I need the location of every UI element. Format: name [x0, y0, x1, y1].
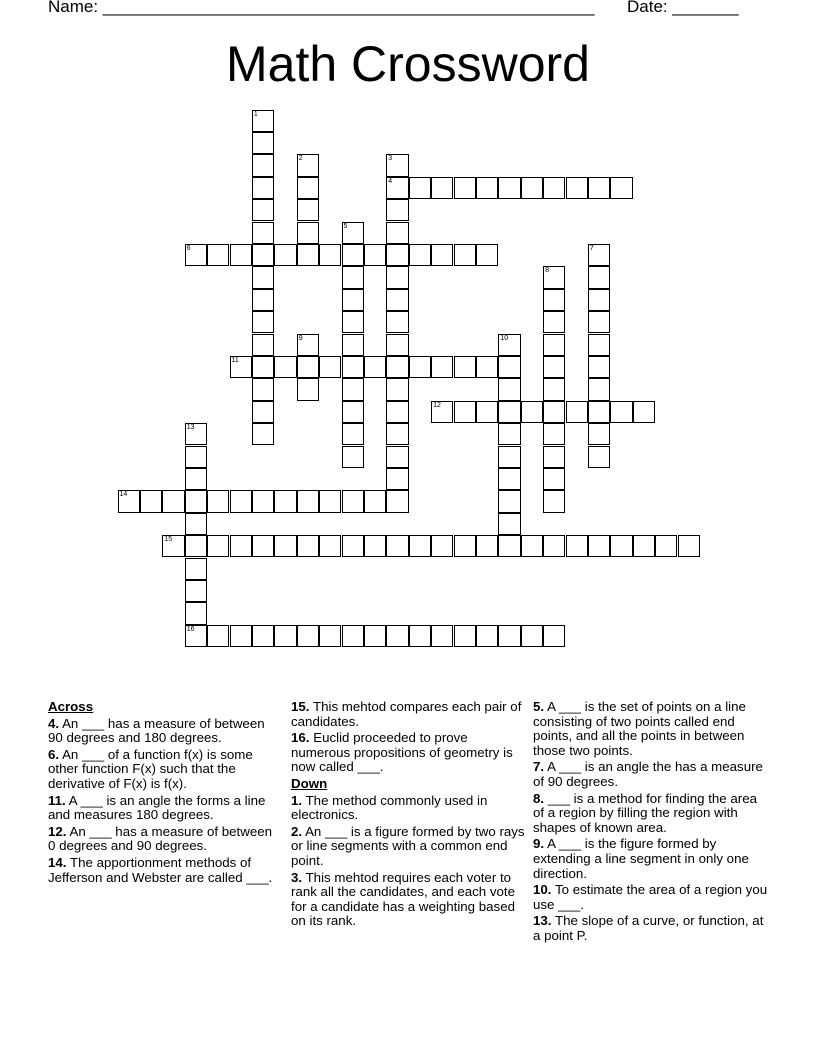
crossword-cell[interactable] [498, 356, 520, 378]
cell-number: 16 [186, 625, 195, 633]
crossword-cell[interactable] [297, 177, 319, 199]
crossword-cell[interactable] [543, 423, 565, 445]
crossword-cell[interactable] [588, 356, 610, 378]
crossword-cell[interactable] [185, 558, 207, 580]
crossword-cell[interactable] [588, 311, 610, 333]
crossword-cell[interactable] [342, 311, 364, 333]
crossword-cell[interactable] [543, 468, 565, 490]
crossword-cell[interactable] [185, 580, 207, 602]
crossword-cell[interactable] [342, 401, 364, 423]
date-field-label: Date: _______ [627, 0, 739, 16]
crossword-cell[interactable] [252, 334, 274, 356]
crossword-cell[interactable] [386, 311, 408, 333]
clue-down-2 [291, 825, 527, 869]
clue-number: 2. [291, 823, 303, 839]
crossword-cell[interactable] [252, 222, 274, 244]
crossword-cell[interactable] [409, 625, 431, 647]
crossword-cell[interactable] [431, 244, 453, 266]
clue-number: 7. [533, 759, 545, 775]
clue-down-3 [291, 871, 527, 929]
crossword-cell[interactable] [409, 244, 431, 266]
crossword-cell[interactable] [342, 446, 364, 468]
crossword-cell[interactable] [386, 468, 408, 490]
cell-number: 10 [500, 334, 509, 342]
name-field-label: Name: ____________________________________________________ [48, 0, 595, 16]
crossword-cell[interactable] [230, 625, 252, 647]
crossword-cell[interactable] [319, 535, 341, 557]
crossword-cell[interactable] [498, 423, 520, 445]
clues-column-3 [533, 700, 769, 946]
crossword-cell[interactable] [655, 535, 677, 557]
crossword-cell[interactable] [431, 401, 453, 423]
crossword-cell[interactable] [230, 535, 252, 557]
crossword-cell[interactable] [476, 625, 498, 647]
crossword-cell[interactable] [588, 244, 610, 266]
crossword-cell[interactable] [185, 244, 207, 266]
crossword-cell[interactable] [386, 244, 408, 266]
crossword-cell[interactable] [476, 535, 498, 557]
crossword-cell[interactable] [185, 513, 207, 535]
crossword-cell[interactable] [386, 356, 408, 378]
clue-down-13 [533, 914, 769, 943]
cell-number: 14 [119, 491, 128, 499]
cell-number: 8 [545, 267, 549, 275]
clue-number: 11. [48, 792, 66, 808]
clue-across-16 [291, 731, 527, 775]
clue-across-15 [291, 700, 527, 729]
crossword-cell[interactable] [543, 311, 565, 333]
crossword-cell[interactable] [297, 535, 319, 557]
crossword-cell[interactable] [297, 625, 319, 647]
cell-number: 15 [164, 536, 173, 544]
crossword-cell[interactable] [566, 401, 588, 423]
crossword-cell[interactable] [431, 535, 453, 557]
cell-number: 13 [186, 424, 195, 432]
crossword-cell[interactable] [252, 401, 274, 423]
crossword-cell[interactable] [297, 154, 319, 176]
crossword-cell[interactable] [252, 356, 274, 378]
clue-across-6 [48, 748, 280, 792]
crossword-cell[interactable] [498, 401, 520, 423]
crossword-cell[interactable] [207, 625, 229, 647]
cell-number: 7 [589, 244, 594, 252]
crossword-cell[interactable] [386, 490, 408, 512]
crossword-cell[interactable] [252, 535, 274, 557]
clue-text: ___ is a method for finding the area of a region by filling the region with shapes of known area. [533, 790, 757, 835]
crossword-cell[interactable] [454, 177, 476, 199]
clue-across-12 [48, 825, 280, 854]
crossword-cell[interactable] [185, 423, 207, 445]
cell-number: 5 [343, 222, 348, 230]
crossword-cell[interactable] [319, 490, 341, 512]
crossword-cell[interactable] [454, 535, 476, 557]
crossword-cell[interactable] [386, 378, 408, 400]
crossword-cell[interactable] [364, 625, 386, 647]
crossword-cell[interactable] [342, 356, 364, 378]
crossword-cell[interactable] [386, 222, 408, 244]
crossword-cell[interactable] [230, 356, 252, 378]
clue-down-9 [533, 837, 769, 881]
clue-number: 15. [291, 699, 310, 714]
crossword-cell[interactable] [543, 535, 565, 557]
crossword-cell[interactable] [297, 334, 319, 356]
crossword-cell[interactable] [342, 289, 364, 311]
crossword-cell[interactable] [185, 490, 207, 512]
clue-number: 4. [48, 715, 60, 731]
crossword-cell[interactable] [274, 490, 296, 512]
clue-text: An ___ is a figure formed by two rays or line segments with a common end point. [291, 823, 525, 868]
crossword-cell[interactable] [364, 356, 386, 378]
crossword-cell[interactable] [297, 356, 319, 378]
crossword-cell[interactable] [252, 423, 274, 445]
crossword-cell[interactable] [252, 199, 274, 221]
crossword-cell[interactable] [252, 266, 274, 288]
cell-number: 12 [433, 401, 441, 409]
clue-number: 10. [533, 882, 552, 898]
crossword-cell[interactable] [386, 154, 408, 176]
crossword-cell[interactable] [386, 423, 408, 445]
crossword-cell[interactable] [185, 535, 207, 557]
clue-number: 12. [48, 823, 67, 839]
crossword-cell[interactable] [342, 490, 364, 512]
cell-number: 1 [253, 110, 258, 118]
crossword-cell[interactable] [476, 356, 498, 378]
crossword-cell[interactable] [409, 356, 431, 378]
crossword-cell[interactable] [297, 244, 319, 266]
crossword-cell[interactable] [521, 625, 543, 647]
crossword-cell[interactable] [297, 222, 319, 244]
crossword-cell[interactable] [521, 535, 543, 557]
crossword-cell[interactable] [252, 154, 274, 176]
down-heading: Down [291, 775, 328, 791]
crossword-cell[interactable] [409, 535, 431, 557]
crossword-cell[interactable] [140, 490, 162, 512]
crossword-cell[interactable] [498, 513, 520, 535]
clue-number: 6. [48, 746, 60, 762]
crossword-cell[interactable] [319, 625, 341, 647]
crossword-cell[interactable] [342, 535, 364, 557]
clue-down-1 [291, 794, 527, 823]
crossword-cell[interactable] [185, 468, 207, 490]
crossword-cell[interactable] [386, 289, 408, 311]
crossword-cell[interactable] [543, 378, 565, 400]
crossword-cell[interactable] [633, 535, 655, 557]
crossword-cell[interactable] [319, 244, 341, 266]
clue-text: To estimate the area of a region you use ___. [533, 882, 768, 912]
crossword-cell[interactable] [386, 446, 408, 468]
crossword-cell[interactable] [386, 401, 408, 423]
crossword-cell[interactable] [431, 356, 453, 378]
crossword-cell[interactable] [588, 266, 610, 288]
cell-number: 2 [298, 155, 303, 163]
cell-number: 4 [388, 177, 393, 185]
crossword-cell[interactable] [498, 625, 520, 647]
clue-down-10 [533, 883, 769, 912]
crossword-cell[interactable] [364, 490, 386, 512]
clue-text: A ___ is the figure formed by extending a line segment in only one direction. [533, 836, 749, 881]
crossword-cell[interactable] [252, 625, 274, 647]
clue-text: A ___ is the set of points on a line consisting of two points called end points, and all the points in between those two points. [533, 699, 746, 758]
crossword-cell[interactable] [498, 378, 520, 400]
cell-number: 9 [298, 334, 303, 342]
clue-across-14 [48, 856, 280, 885]
crossword-cell[interactable] [162, 490, 184, 512]
clue-text: The slope of a curve, or function, at a point P. [533, 913, 764, 943]
crossword-cell[interactable] [207, 490, 229, 512]
crossword-cell[interactable] [274, 625, 296, 647]
clue-across-4 [48, 717, 280, 746]
crossword-cell[interactable] [342, 625, 364, 647]
crossword-cell[interactable] [588, 378, 610, 400]
crossword-cell[interactable] [476, 177, 498, 199]
clue-text: This mehtod compares each pair of candidates. [291, 699, 522, 729]
crossword-cell[interactable] [342, 378, 364, 400]
crossword-cell[interactable] [274, 535, 296, 557]
crossword-cell[interactable] [342, 222, 364, 244]
crossword-cell[interactable] [230, 244, 252, 266]
crossword-cell[interactable] [297, 378, 319, 400]
crossword-cell[interactable] [386, 334, 408, 356]
clue-down-8 [533, 792, 769, 836]
clue-text: This mehtod requires each voter to rank all the candidates, and each vote for a candidate has a weighting based on its rank. [291, 869, 515, 929]
clue-down-7 [533, 760, 769, 789]
clue-number: 13. [533, 913, 552, 929]
crossword-cell[interactable] [386, 199, 408, 221]
crossword-cell[interactable] [252, 490, 274, 512]
clue-number: 8. [533, 790, 545, 806]
crossword-cell[interactable] [386, 625, 408, 647]
crossword-cell[interactable] [252, 110, 274, 132]
crossword-cell[interactable] [319, 356, 341, 378]
across-heading: Across [48, 699, 94, 714]
crossword-cell[interactable] [207, 244, 229, 266]
crossword-cell[interactable] [543, 266, 565, 288]
crossword-cell[interactable] [498, 334, 520, 356]
clue-number: 9. [533, 836, 545, 852]
crossword-cell[interactable] [185, 625, 207, 647]
crossword-cell[interactable] [207, 535, 229, 557]
crossword-cell[interactable] [386, 535, 408, 557]
crossword-cell[interactable] [521, 401, 543, 423]
crossword-cell[interactable] [498, 535, 520, 557]
crossword-cell[interactable] [476, 244, 498, 266]
clue-text: An ___ has a measure of between 0 degrees and 90 degrees. [48, 823, 273, 854]
clue-number: 14. [48, 854, 67, 870]
crossword-cell[interactable] [185, 446, 207, 468]
crossword-cell[interactable] [588, 446, 610, 468]
clue-down-5 [533, 700, 769, 758]
cell-number: 3 [388, 155, 393, 163]
crossword-cell[interactable] [118, 490, 140, 512]
crossword-cell[interactable] [297, 199, 319, 221]
clue-text: A ___ is an angle the forms a line and measures 180 degrees. [48, 792, 266, 823]
crossword-cell[interactable] [610, 401, 632, 423]
crossword-cell[interactable] [252, 378, 274, 400]
page-title: Math Crossword [226, 36, 590, 92]
clues-column-1 [48, 700, 280, 887]
clue-number: 5. [533, 699, 545, 714]
crossword-cell[interactable] [588, 535, 610, 557]
clue-text: An ___ of a function f(x) is some other function F(x) such that the derivative of F(x) is f(x). [48, 746, 253, 791]
cell-number: 6 [186, 244, 191, 252]
crossword-cell[interactable] [364, 535, 386, 557]
clue-text: The apportionment methods of Jefferson and Webster are called ___. [48, 854, 273, 885]
crossword-cell[interactable] [252, 289, 274, 311]
crossword-cell[interactable] [454, 356, 476, 378]
crossword-cell[interactable] [252, 132, 274, 154]
crossword-cell[interactable] [386, 177, 408, 199]
clue-across-11 [48, 794, 280, 823]
crossword-cell[interactable] [252, 311, 274, 333]
crossword-cell[interactable] [543, 490, 565, 512]
clue-text: The method commonly used in electronics. [291, 792, 488, 823]
crossword-cell[interactable] [610, 177, 632, 199]
clues-column-2 [291, 700, 527, 931]
crossword-cell[interactable] [566, 535, 588, 557]
crossword-cell[interactable] [230, 490, 252, 512]
crossword-cell[interactable] [498, 490, 520, 512]
crossword-cell[interactable] [543, 401, 565, 423]
crossword-cell[interactable] [431, 625, 453, 647]
crossword-cell[interactable] [498, 468, 520, 490]
crossword-cell[interactable] [342, 423, 364, 445]
clue-text: Euclid proceeded to prove numerous propositions of geometry is now called ___. [291, 730, 513, 775]
cell-number: 11 [231, 356, 239, 364]
clue-text: A ___ is an angle the has a measure of 90 degrees. [533, 759, 763, 789]
crossword-cell[interactable] [588, 423, 610, 445]
crossword-cell[interactable] [431, 177, 453, 199]
crossword-cell[interactable] [543, 446, 565, 468]
crossword-cell[interactable] [678, 535, 700, 557]
crossword-cell[interactable] [543, 625, 565, 647]
crossword-cell[interactable] [454, 244, 476, 266]
crossword-cell[interactable] [274, 356, 296, 378]
crossword-cell[interactable] [498, 446, 520, 468]
crossword-cell[interactable] [342, 244, 364, 266]
crossword-cell[interactable] [543, 334, 565, 356]
crossword-cell[interactable] [274, 244, 296, 266]
crossword-cell[interactable] [342, 266, 364, 288]
clue-number: 16. [291, 730, 310, 746]
crossword-cell[interactable] [476, 401, 498, 423]
crossword-cell[interactable] [588, 289, 610, 311]
crossword-cell[interactable] [498, 177, 520, 199]
crossword-cell[interactable] [566, 177, 588, 199]
crossword-cell[interactable] [454, 625, 476, 647]
crossword-cell[interactable] [588, 401, 610, 423]
crossword-cell[interactable] [252, 177, 274, 199]
crossword-cell[interactable] [297, 490, 319, 512]
crossword-cell[interactable] [162, 535, 184, 557]
crossword-cell[interactable] [364, 244, 386, 266]
crossword-cell[interactable] [185, 602, 207, 624]
crossword-cell[interactable] [610, 535, 632, 557]
crossword-cell[interactable] [342, 334, 364, 356]
clue-number: 1. [291, 792, 303, 808]
crossword-cell[interactable] [386, 266, 408, 288]
crossword-cell[interactable] [252, 244, 274, 266]
crossword-cell[interactable] [409, 177, 431, 199]
clue-number: 3. [291, 869, 303, 885]
crossword-cell[interactable] [588, 177, 610, 199]
crossword-cell[interactable] [543, 356, 565, 378]
crossword-cell[interactable] [633, 401, 655, 423]
clue-text: An ___ has a measure of between 90 degrees and 180 degrees. [48, 715, 265, 746]
crossword-cell[interactable] [543, 177, 565, 199]
crossword-cell[interactable] [588, 334, 610, 356]
crossword-cell[interactable] [543, 289, 565, 311]
crossword-cell[interactable] [521, 177, 543, 199]
crossword-cell[interactable] [454, 401, 476, 423]
